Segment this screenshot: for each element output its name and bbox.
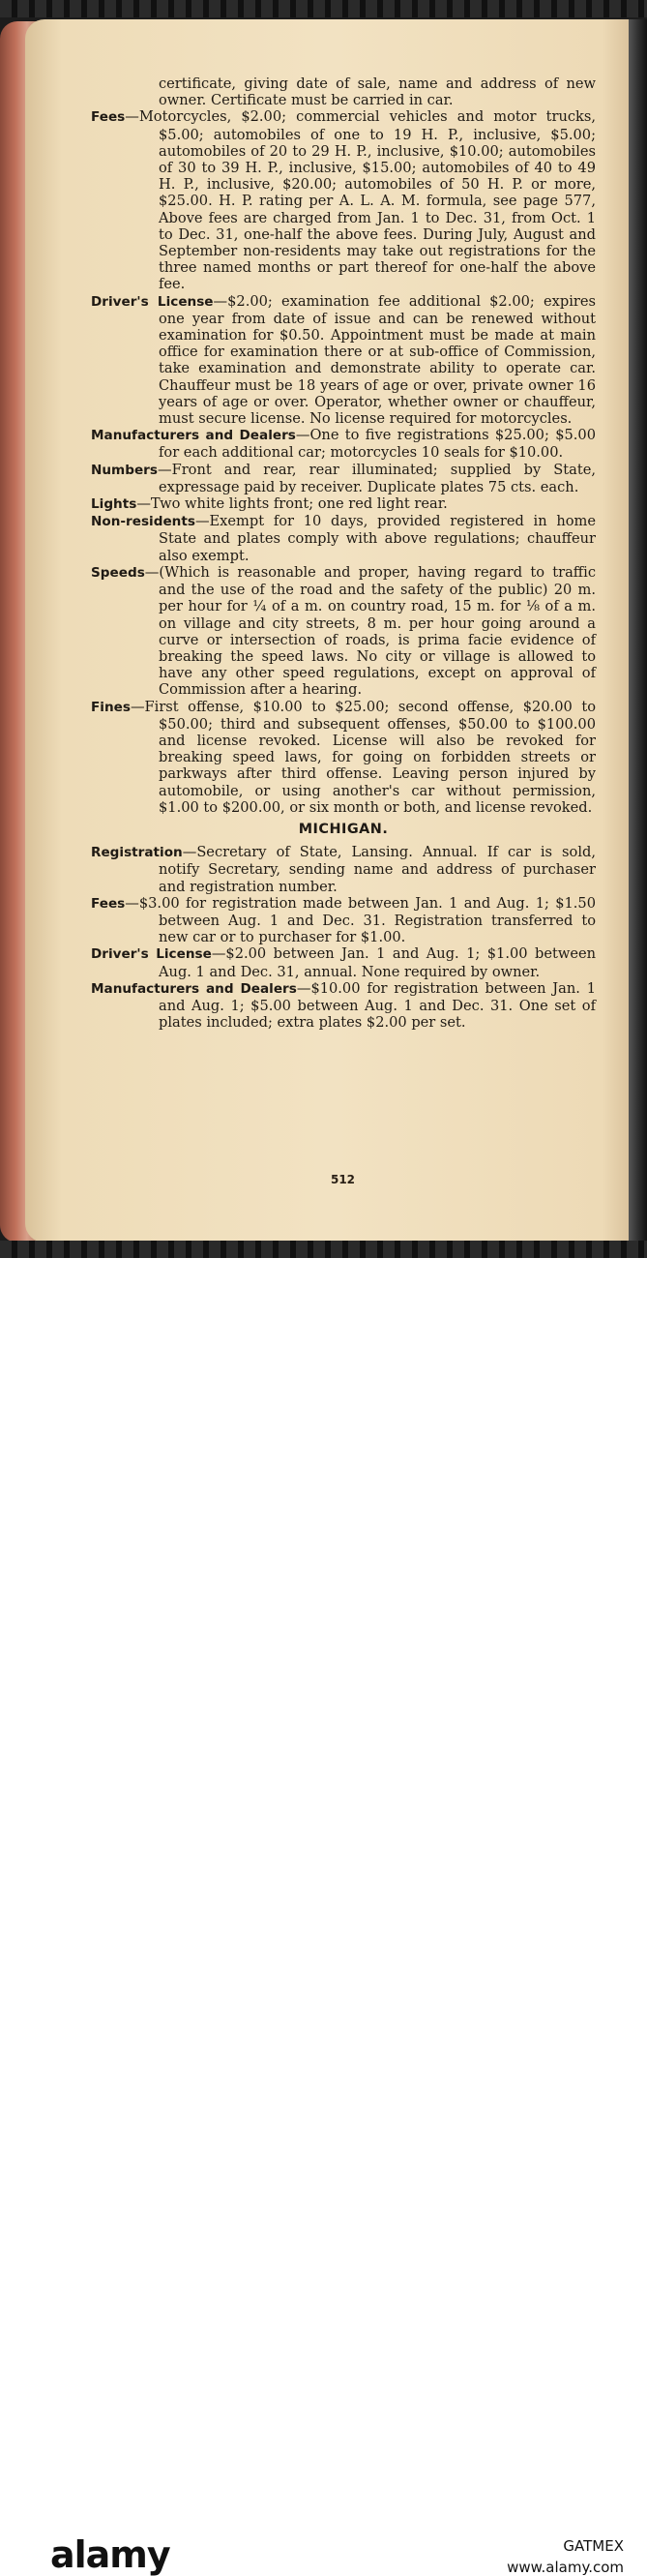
entry-mi-registration [91, 844, 596, 895]
entry-text: —$2.00 between Jan. 1 and Aug. 1; $1.00 between Aug. 1 and Dec. 31, annual. None required by owner. [159, 945, 596, 980]
entry-text: —(Which is reasonable and proper, having regard to traffic and the use of the road and the safety of the public) 20 m. per hour for ¼ of a m. on country road, 15 m. for ⅛ of a m. on village and city streets, 8 m. per hour going around a curve or intersection of roads, is prima facie evidence of breaking the speed laws. No city or village is allowed to have any other speed regulations, except on approval of Commission after a hearing. [144, 563, 596, 699]
book-photo [0, 0, 647, 1258]
entry-text: —$2.00; examination fee additional $2.00; expires one year from date of issue and can be renewed without examination for $0.50. Appointment must be made at main office for examination there or at sub-office of Commission, take examination and demonstrate ability to operate car. Chauffeur must be 18 years of age or over, private owner 16 years of age or over. Operator, whether owner or chauffeur, must secure license. No license required for motorcycles. [159, 292, 596, 428]
entry-term: Fees [91, 895, 126, 912]
entry-mi-manufacturers-dealers [91, 980, 596, 1032]
entry-fees [91, 108, 596, 292]
entry-lights [91, 495, 596, 513]
alamy-logo: alamy [50, 2533, 170, 2576]
page-text [91, 75, 596, 1031]
stock-footer [0, 1258, 647, 2576]
entry-mi-drivers-license [91, 945, 596, 979]
entry-text: —First offense, $10.00 to $25.00; second offense, $20.00 to $50.00; third and subsequent offenses, $50.00 to $100.00 and license revoked. License will also be revoked for breaking speed laws, for going on forbidden streets or parkways after third offense. Leaving person injured by automobile, or using another's car without permission, $1.00 to $200.00, or six month or both, and license revoked. [130, 698, 596, 816]
entry-term: Lights [91, 496, 137, 513]
entry-term: Manufacturers and Dealers [91, 428, 296, 444]
page-number: 512 [330, 1173, 356, 1186]
image-id: GATMEX [563, 2537, 624, 2555]
site-url: www.alamy.com [507, 2559, 624, 2576]
entry-text: —Exempt for 10 days, provided registered in home State and plates comply with above regulations; chauffeur also exempt. [159, 513, 596, 564]
entry-term: Fees [91, 109, 126, 126]
entry-non-residents [91, 513, 596, 564]
entry-text: —Front and rear, rear illuminated; supplied by State, expressage paid by receiver. Duplicate plates 75 cts. each. [157, 461, 596, 495]
section-heading-michigan: MICHIGAN. [298, 821, 389, 837]
entry-manufacturers-dealers [91, 427, 596, 461]
entry-fines [91, 699, 596, 816]
book-gutter [629, 19, 647, 1243]
entry-term: Speeds [91, 564, 145, 581]
entry-text: —$3.00 for registration made between Jan. 1 and Aug. 1; $1.50 between Aug. 1 and Dec. 31. Registration transferred to new car or to purchaser for $1.00. [125, 894, 596, 946]
entry-speeds [91, 564, 596, 699]
entry-term: Non-residents [91, 514, 195, 530]
entry-text: —Motorcycles, $2.00; commercial vehicles and motor trucks, $5.00; automobiles of one to 19 H. P., inclusive, $5.00; automobiles of 20 to 29 H. P., inclusive, $10.00; automobiles of 30 to 39 H. P., inclusive, $15.00; automobiles of 40 to 49 H. P., inclusive, $20.00; automobiles of 50 H. P. or more, $25.00. H. P. rating per A. L. A. M. formula, see page 577, Above fees are charged from Jan. 1 to Dec. 31, from Oct. 1 to Dec. 31, one-half the above fees. During July, August and September non-residents may take out registrations for the three named months or part thereof for one-half the above fee. [125, 108, 596, 293]
entry-text: —One to five registrations $25.00; $5.00 for each additional car; motorcycles 10 seals for $10.00. [159, 427, 596, 462]
entry-term: Numbers [91, 462, 158, 478]
entry-term: Manufacturers and Dealers [91, 980, 297, 997]
entry-text: —Secretary of State, Lansing. Annual. If car is sold, notify Secretary, sending name and address of purchaser and registration number. [159, 844, 596, 895]
entry-term: Registration [91, 845, 183, 861]
entry-term: Driver's License [91, 946, 212, 963]
entry-text: —$10.00 for registration between Jan. 1 and Aug. 1; $5.00 between Aug. 1 and Dec. 31. One set of plates included; extra plates $2.00 per set. [159, 979, 596, 1032]
continuation-paragraph: certificate, giving date of sale, name and address of new owner. Certificate must be carried in car. [159, 75, 596, 109]
entry-numbers [91, 462, 596, 495]
top-edge-strip [0, 0, 647, 17]
entry-mi-fees [91, 895, 596, 946]
entry-drivers-license [91, 293, 596, 428]
entry-text: —Two white lights front; one red light rear. [136, 495, 448, 513]
bottom-edge-strip [0, 1241, 647, 1258]
entry-term: Driver's License [91, 293, 214, 310]
entry-term: Fines [91, 699, 131, 715]
